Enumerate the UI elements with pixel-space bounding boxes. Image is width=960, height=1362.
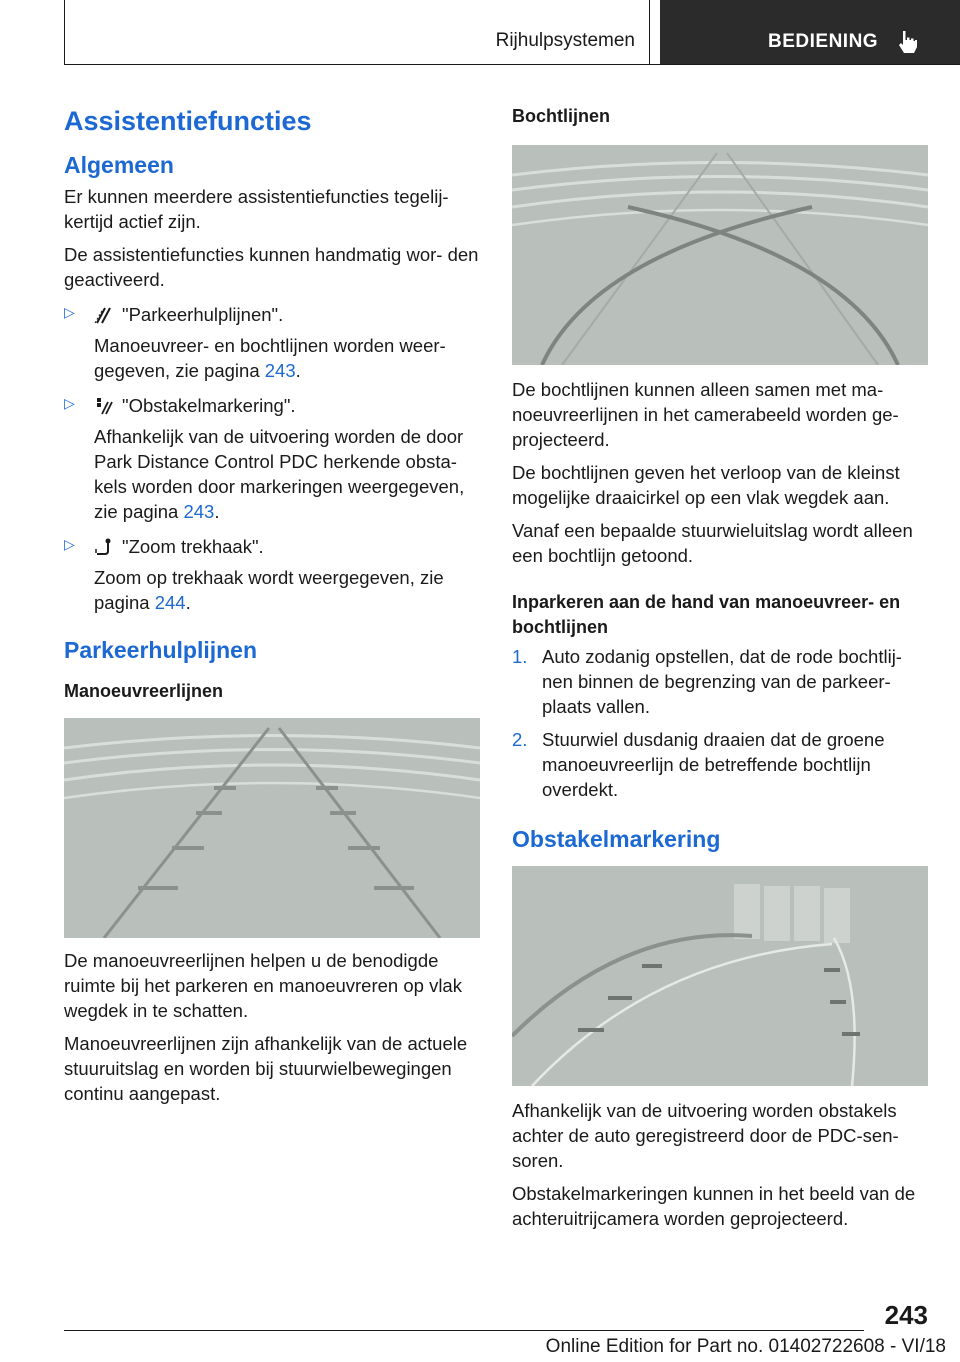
heading-parking-lines: Parkeerhulplijnen	[64, 637, 258, 663]
heading-maneuver-lines: Manoeuvreerlijnen	[64, 681, 224, 701]
left-column	[64, 100, 482, 1114]
maneuver-lines-image	[64, 718, 480, 938]
step-2-text: Stuurwiel dusdanig draaien dat de groene manoeuvreerlijn de betreffende bochtlijn overdekt.	[542, 729, 885, 800]
bullet-obstacle-marking-title: "Obstakelmarkering".	[122, 395, 296, 416]
bullet-triangle-icon: ▷	[64, 536, 75, 552]
maneuver-paragraph-1: De manoeuvreerlijnen helpen u de benodigde ruimte bij het parkeren en manoeuvreren op vlak wegdek in te schatten.	[64, 950, 462, 1021]
heading-park-steps: Inparkeren aan de hand van manoeuvreer‐ en bochtlijnen	[512, 592, 901, 637]
footer-edition: Online Edition for Part no. 01402722608 - VI/18	[545, 1336, 946, 1357]
heading-obstacle-marking: Obstakelmarkering	[512, 826, 721, 852]
header-chapter-tab[interactable]	[660, 0, 960, 64]
header-chapter-title: BEDIENING	[768, 31, 879, 52]
bullet-parking-lines-text: Manoeuvreer- en bochtlijnen worden weer‐ gegeven, zie pagina	[94, 335, 446, 381]
curve-paragraph-3: Vanaf een bepaalde stuurwieluitslag wordt alleen een bochtlijn getoond.	[512, 520, 913, 566]
general-paragraph-2: De assistentiefuncties kunnen handmatig wor‐ den geactiveerd.	[64, 244, 479, 290]
bullet-tow-hitch: ▷ "Zoom trekhaak". Zoom op trekhaak wordt weergegeven, zie pagina 244.	[64, 536, 444, 613]
curve-paragraph-1: De bochtlijnen kunnen alleen samen met ma‐ noeuvreerlijnen in het camerabeeld worden ge‐ projecteerd.	[512, 379, 899, 450]
bullet-triangle-icon: ▷	[64, 395, 75, 411]
bullet-obstacle-marking-text: Afhankelijk van de uitvoering worden de door Park Distance Control PDC herkende obsta‐ kels worden door markeringen weergegeven, zie pagina	[94, 426, 465, 522]
bullet-parking-lines-title: "Parkeerhulplijnen".	[122, 304, 284, 325]
curve-paragraph-2: De bochtlijnen geven het verloop van de kleinst mogelijke draaicirkel op een vlak wegdek aan.	[512, 462, 900, 508]
header-section-box	[64, 0, 650, 65]
header-section-title: Rijhulpsystemen	[495, 30, 635, 51]
obstacle-paragraph-1: Afhankelijk van de uitvoering worden obstakels achter de auto geregistreerd door de PDC-sen‐ soren.	[512, 1100, 899, 1171]
footer-rule	[64, 1330, 864, 1331]
page-link-244[interactable]: 244	[154, 592, 186, 613]
step-1-number: 1.	[512, 646, 528, 667]
parking-lines-icon	[94, 305, 114, 325]
page-link-243-a[interactable]: 243	[264, 360, 296, 381]
step-2-number: 2.	[512, 729, 528, 750]
maneuver-paragraph-2: Manoeuvreerlijnen zijn afhankelijk van de actuele stuuruitslag en worden bij stuurwielbewegingen continu aangepast.	[64, 1033, 468, 1104]
obstacle-marking-icon	[94, 396, 114, 416]
step-1	[512, 644, 930, 719]
general-paragraph-1: Er kunnen meerdere assistentiefuncties tegelij‐ kertijd actief zijn.	[64, 186, 449, 232]
bullet-parking-lines: ▷ "Parkeerhulplijnen". Manoeuvreer- en bochtlijnen worden weer‐ gegeven, zie pagina 243.	[64, 304, 446, 381]
page-title: Assistentiefuncties	[64, 106, 312, 136]
step-1-text: Auto zodanig opstellen, dat de rode bochtlij‐ nen binnen de begrenzing van de parkeer‐ plaats vallen.	[542, 646, 902, 717]
page-number: 243	[884, 1300, 928, 1330]
curve-lines-image	[512, 145, 928, 365]
tow-hitch-icon	[94, 537, 114, 557]
heading-curve-lines: Bochtlijnen	[512, 106, 610, 126]
obstacle-marking-image	[512, 866, 928, 1086]
heading-general: Algemeen	[64, 152, 174, 178]
hand-pointer-icon	[894, 28, 920, 54]
obstacle-paragraph-2: Obstakelmarkeringen kunnen in het beeld van de achteruitrijcamera worden geprojecteerd.	[512, 1183, 916, 1229]
page-link-243-b[interactable]: 243	[183, 501, 215, 522]
bullet-triangle-icon: ▷	[64, 304, 75, 320]
step-2	[512, 727, 930, 802]
bullet-tow-hitch-text: Zoom op trekhaak wordt weergegeven, zie pagina	[94, 567, 444, 613]
right-column	[512, 100, 930, 1239]
bullet-tow-hitch-title: "Zoom trekhaak".	[122, 536, 264, 557]
bullet-obstacle-marking: ▷ "Obstakelmarkering". Afhankelijk van de uitvoering worden de door Park Distance Control PDC herkende obsta‐ kels worden door markeringen weergegeven, zie pagina 243.	[64, 395, 465, 522]
